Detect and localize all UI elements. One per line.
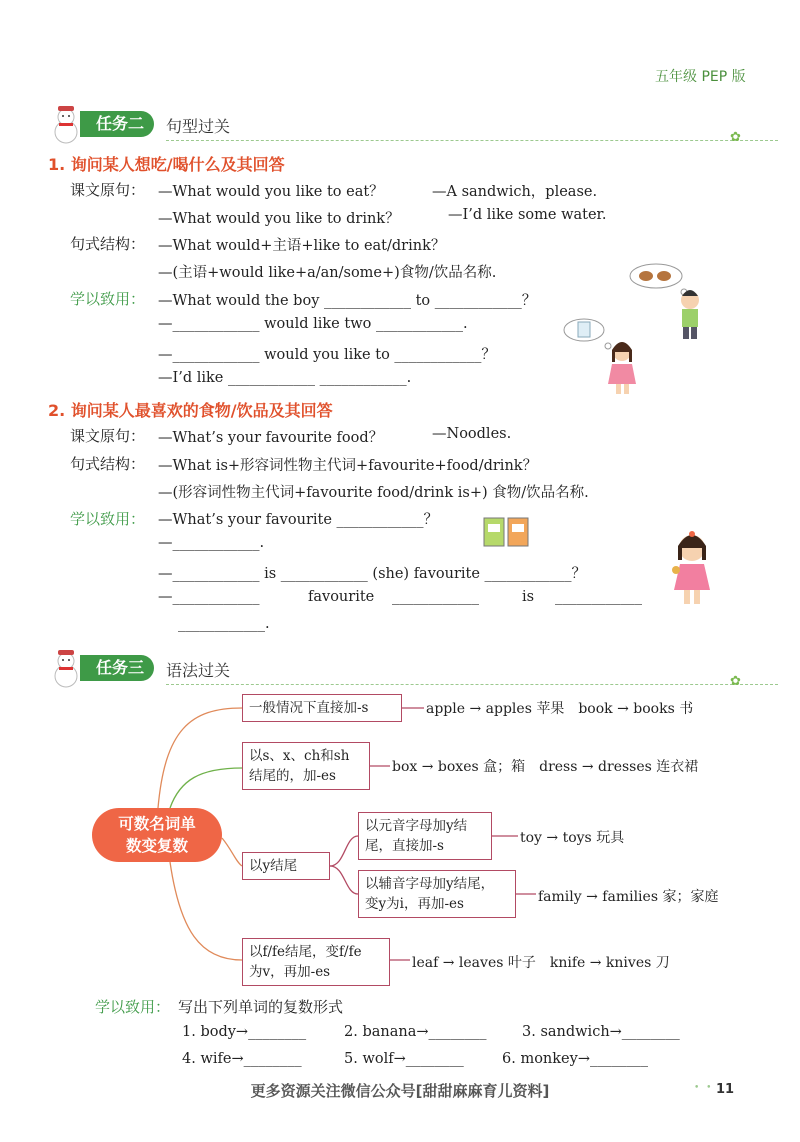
rule-2-line2: 结尾的，加-es xyxy=(249,768,336,784)
section1-title: 1. 询问某人想吃/喝什么及其回答 xyxy=(48,155,285,174)
original-a1: —A sandwich，please. xyxy=(432,184,598,200)
flower-icon: ✿ xyxy=(730,130,741,145)
original2-a1: —Noodles. xyxy=(432,426,512,442)
rule-3a-example: toy → toys 玩具 xyxy=(520,830,625,846)
apply2-2[interactable]: —____________. xyxy=(158,535,265,551)
apply2-3[interactable]: —____________ is ____________ (she) favourite ____________？ xyxy=(158,566,587,582)
label-apply-2: 学以致用： xyxy=(70,510,146,528)
rule-1: 一般情况下直接加-s xyxy=(249,700,369,716)
rule-3a-line2: 尾，直接加-s xyxy=(365,838,444,854)
central-node xyxy=(92,808,222,862)
rule-node-3b xyxy=(358,870,516,918)
apply-1[interactable]: —What would the boy ____________ to ____________？ xyxy=(158,293,537,309)
rule-node-1 xyxy=(242,694,402,722)
rule-3: 以y结尾 xyxy=(249,858,298,874)
rule-4-line2: 为v，再加-es xyxy=(249,964,331,980)
practice-label: 学以致用： xyxy=(95,998,171,1016)
original-a2: —I’d like some water. xyxy=(448,207,607,223)
section2-title: 2. 询问某人最喜欢的食物/饮品及其回答 xyxy=(48,401,333,420)
apply-4[interactable]: —I’d like ____________ ____________. xyxy=(158,370,412,386)
label-structure: 句式结构： xyxy=(70,235,146,253)
rule-4-example: leaf → leaves 叶子 knife → knives 刀 xyxy=(412,955,670,971)
label-structure-2: 句式结构： xyxy=(70,455,146,473)
apply2-4a[interactable]: —____________ xyxy=(158,589,260,605)
rule-2-example: box → boxes 盒；箱 dress → dresses 连衣裙 xyxy=(392,759,699,775)
footer-text: 更多资源关注微信公众号[甜甜麻麻育儿资料] xyxy=(250,1082,550,1100)
central-line1: 可数名词单 xyxy=(118,815,196,833)
rule-4-line1: 以f/fe结尾，变f/fe xyxy=(249,944,362,960)
task2-title: 句型过关 xyxy=(166,117,231,136)
rule-1-example: apple → apples 苹果 book → books 书 xyxy=(426,701,694,717)
page-number: 11 xyxy=(716,1082,735,1097)
label-original-2: 课文原句： xyxy=(70,427,146,445)
practice-item-4[interactable]: 4. wife→________ xyxy=(182,1051,302,1067)
apply2-4e[interactable]: ____________ xyxy=(555,589,642,605)
rule-3b-line1: 以辅音字母加y结尾， xyxy=(365,876,495,892)
structure2-1: —What is+形容词性物主代词+favourite+food/drink？ xyxy=(158,458,538,474)
practice-item-6[interactable]: 6. monkey→________ xyxy=(502,1051,648,1067)
rule-node-4 xyxy=(242,938,390,986)
task2-badge: 任务二 xyxy=(80,111,154,137)
apply2-4c[interactable]: ____________ xyxy=(392,589,479,605)
original-q1: —What would you like to eat？ xyxy=(158,184,384,200)
practice-instruction: 写出下列单词的复数形式 xyxy=(178,998,344,1016)
rule-node-3a xyxy=(358,812,492,860)
practice-item-3[interactable]: 3. sandwich→________ xyxy=(522,1024,680,1040)
label-original: 课文原句： xyxy=(70,181,146,199)
apply2-1[interactable]: —What’s your favourite ____________？ xyxy=(158,512,439,528)
practice-item-2[interactable]: 2. banana→________ xyxy=(344,1024,487,1040)
apply2-4b: favourite xyxy=(308,589,375,605)
rule-3a-line1: 以元音字母加y结 xyxy=(365,818,468,834)
apply2-5[interactable]: ____________. xyxy=(178,616,270,632)
task3-badge: 任务三 xyxy=(80,655,154,681)
page-dots: • • xyxy=(694,1083,714,1093)
apply2-4d: is xyxy=(522,589,535,605)
structure-1: —What would+主语+like to eat/drink？ xyxy=(158,238,446,254)
flower-icon: ✿ xyxy=(730,674,741,689)
grade-edition: 五年级 PEP 版 xyxy=(655,69,746,85)
practice-item-5[interactable]: 5. wolf→________ xyxy=(344,1051,464,1067)
apply-3[interactable]: —____________ would you like to ____________？ xyxy=(158,347,496,363)
central-line2: 数变复数 xyxy=(125,837,188,855)
rule-node-3 xyxy=(242,852,330,880)
label-apply: 学以致用： xyxy=(70,290,146,308)
apply-2[interactable]: —____________ would like two ____________. xyxy=(158,316,468,332)
rule-3b-example: family → families 家；家庭 xyxy=(538,889,719,905)
task3-title: 语法过关 xyxy=(166,661,231,680)
structure2-2: —(形容词性物主代词+favourite food/drink is+) 食物/饮品名称. xyxy=(158,485,589,501)
structure-2: —(主语+would like+a/an/some+)食物/饮品名称. xyxy=(158,265,497,281)
rule-2-line1: 以s、x、ch和sh xyxy=(249,748,350,764)
original2-q1: —What’s your favourite food？ xyxy=(158,430,384,446)
original-q2: —What would you like to drink？ xyxy=(158,211,400,227)
rule-3b-line2: 变y为i，再加-es xyxy=(365,896,464,912)
rule-node-2 xyxy=(242,742,370,790)
practice-item-1[interactable]: 1. body→________ xyxy=(182,1024,307,1040)
